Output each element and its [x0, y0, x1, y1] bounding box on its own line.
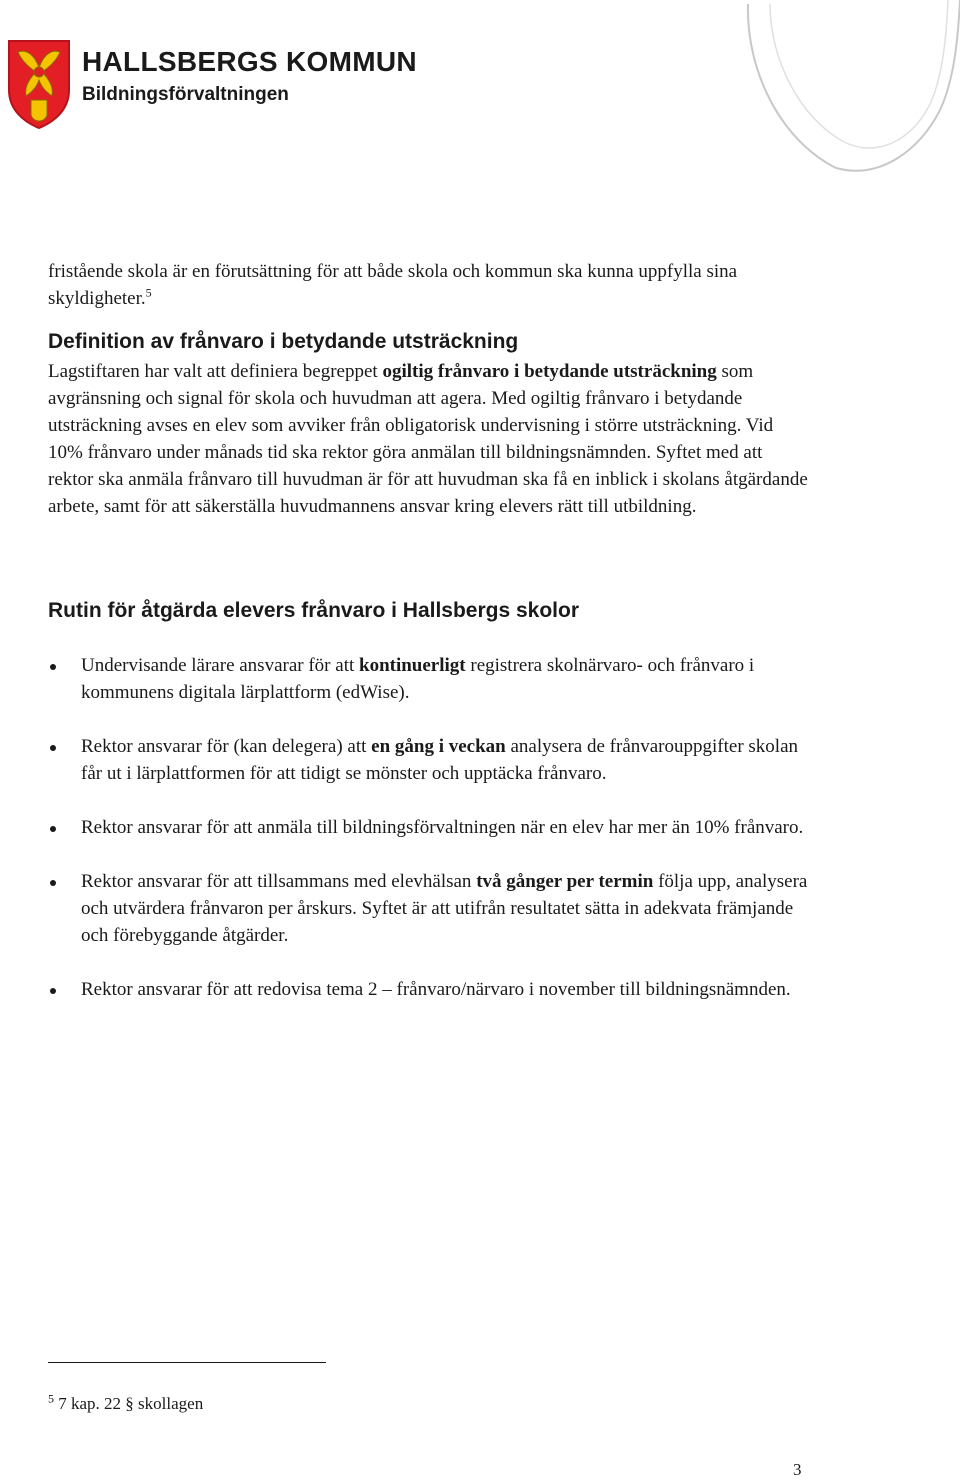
list-item-emphasis: en gång i veckan	[371, 736, 506, 757]
decorative-arc-icon	[740, 0, 960, 178]
intro-paragraph	[48, 258, 808, 312]
footnote	[48, 1392, 203, 1416]
routine-heading: Rutin för åtgärda elevers frånvaro i Hallsbergs skolor	[48, 599, 580, 622]
list-item-emphasis: två gånger per termin	[476, 871, 654, 892]
list-item-text-tail: analysera de frånvarouppgifter skolan får ut i lärplattformen för att tidigt se mönster och upptäcka frånvaro.	[81, 736, 799, 784]
page-header	[0, 0, 960, 180]
list-item-text: Rektor ansvarar för att redovisa tema 2 – frånvaro/närvaro i november till bildningsnämnden.	[81, 979, 791, 1000]
bullet-icon	[50, 988, 56, 994]
list-item-text: Rektor ansvarar för att tillsammans med elevhälsan	[81, 871, 477, 892]
page-number: 3	[793, 1460, 802, 1479]
footnote-reference: 5	[145, 285, 152, 300]
organization-name: HALLSBERGS KOMMUN	[82, 46, 417, 77]
bullet-icon	[50, 826, 56, 832]
definition-term: ogiltig frånvaro i betydande utsträckning	[382, 361, 717, 382]
list-item-text-tail: följa upp, analysera och utvärdera frånvaron per årskurs. Syftet är att utifrån resultatet sätta in adekvata främjande och förebyggande åtgärder.	[81, 871, 808, 946]
bullet-icon	[50, 880, 56, 886]
definition-heading: Definition av frånvaro i betydande utsträckning	[48, 330, 519, 353]
intro-text: fristående skola är en förutsättning för att både skola och kommun ska kunna uppfylla sina skyldigheter.	[48, 261, 738, 309]
list-item	[48, 733, 808, 787]
definition-text-lead: Lagstiftaren har valt att definiera begreppet	[48, 361, 383, 382]
department-name: Bildningsförvaltningen	[82, 84, 289, 105]
footnote-number: 5	[48, 1391, 54, 1406]
list-item	[48, 814, 808, 841]
footnote-separator	[48, 1362, 326, 1363]
bullet-icon	[50, 664, 56, 670]
definition-paragraph	[48, 358, 808, 520]
routine-list	[48, 652, 808, 1030]
municipal-crest-icon	[6, 38, 72, 130]
list-item-emphasis: kontinuerligt	[359, 655, 466, 676]
list-item-text: Undervisande lärare ansvarar för att	[81, 655, 359, 676]
list-item-text: Rektor ansvarar för att anmäla till bildningsförvaltningen när en elev har mer än 10% frånvaro.	[81, 817, 804, 838]
definition-text-body: som avgränsning och signal för skola och huvudman att agera. Med ogiltig frånvaro i betydande utsträckning avses en elev som avviker från obligatorisk undervisning i större utsträckning. Vid 10% frånvaro under månads tid ska rektor göra anmälan till bildningsnämnden. Syftet med att rektor ska anmäla frånvaro till huvudman är för att huvudman ska få en inblick i skolans åtgärdande arbete, samt för att säkerställa huvudmannens ansvar kring elevers rätt till utbildning.	[48, 361, 808, 517]
list-item	[48, 868, 808, 949]
footnote-text: 7 kap. 22 § skollagen	[54, 1394, 204, 1413]
list-item	[48, 652, 808, 706]
list-item-text-tail: registrera skolnärvaro- och frånvaro i kommunens digitala lärplattform (edWise).	[81, 655, 755, 703]
list-item	[48, 976, 808, 1003]
bullet-icon	[50, 745, 56, 751]
list-item-text: Rektor ansvarar för (kan delegera) att	[81, 736, 372, 757]
